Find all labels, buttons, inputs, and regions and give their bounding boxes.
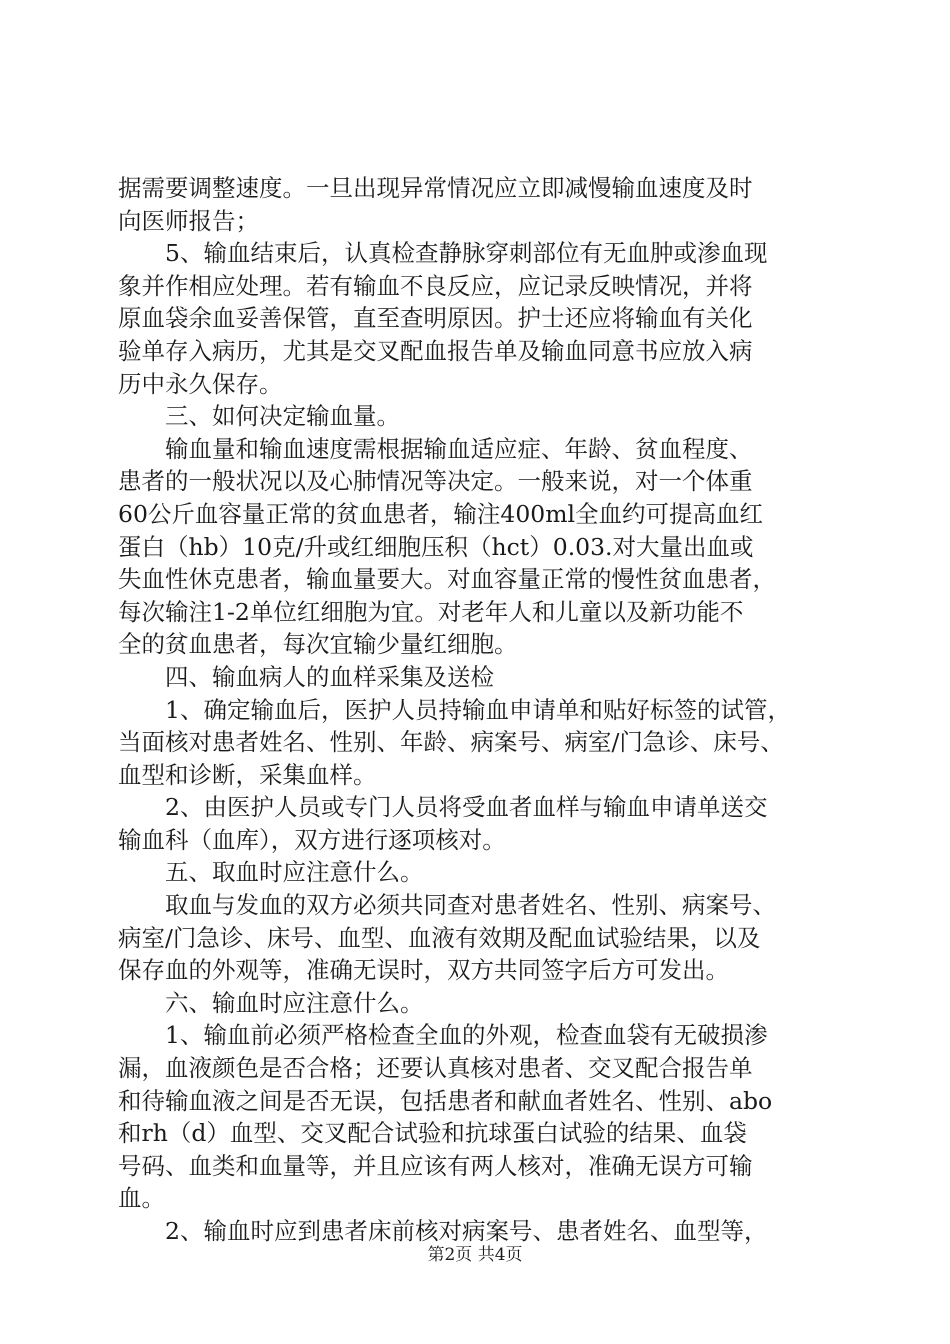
text-line: 据需要调整速度。一旦出现异常情况应立即减慢输血速度及时 — [118, 174, 753, 202]
text-line: 历中永久保存。 — [118, 369, 283, 398]
section-heading: 五、取血时应注意什么。 — [165, 858, 424, 887]
text-line: 蛋白（hb）10克/升或红细胞压积（hct）0.03.对大量出血或 — [118, 532, 754, 561]
text-line: 号码、血类和血量等，并且应该有两人核对，准确无误方可输 — [118, 1151, 753, 1180]
text-line: 全的贫血患者，每次宜输少量红细胞。 — [118, 630, 518, 659]
text-line: 每次输注1-2单位红细胞为宜。对老年人和儿童以及新功能不 — [118, 597, 744, 626]
text-line: 5、输血结束后，认真检查静脉穿刺部位有无血肿或渗血现 — [165, 239, 768, 268]
section-heading: 四、输血病人的血样采集及送检 — [165, 662, 494, 691]
section-heading: 三、如何决定输血量。 — [165, 402, 400, 431]
text-line: 病室/门急诊、床号、血型、血液有效期及配血试验结果，以及 — [118, 923, 761, 952]
text-line: 当面核对患者姓名、性别、年龄、病案号、病室/门急诊、床号、 — [118, 728, 784, 757]
text-line: 向医师报告； — [118, 206, 259, 235]
section-heading: 六、输血时应注意什么。 — [165, 988, 424, 1017]
text-line: 血。 — [118, 1184, 165, 1213]
text-line: 输血科（血库），双方进行逐项核对。 — [118, 825, 506, 854]
page-number-footer: 第2页 共4页 — [427, 1245, 523, 1265]
text-line: 验单存入病历，尤其是交叉配血报告单及输血同意书应放入病 — [118, 336, 753, 365]
text-line: 患者的一般状况以及心肺情况等决定。一般来说，对一个体重 — [118, 467, 753, 496]
text-line: 血型和诊断，采集血样。 — [118, 760, 377, 789]
text-line: 象并作相应处理。若有输血不良反应，应记录反映情况，并将 — [118, 271, 753, 300]
body-text — [118, 172, 838, 1248]
text-line: 漏，血液颜色是否合格；还要认真核对患者、交叉配合报告单 — [118, 1054, 753, 1083]
text-line: 和rh（d）血型、交叉配合试验和抗球蛋白试验的结果、血袋 — [118, 1119, 747, 1148]
text-line: 60公斤血容量正常的贫血患者，输注400ml全血约可提高血红 — [118, 499, 764, 528]
text-line: 1、输血前必须严格检查全血的外观，检查血袋有无破损渗 — [165, 1021, 768, 1050]
text-line: 失血性休克患者，输血量要大。对血容量正常的慢性贫血患者， — [118, 565, 776, 594]
text-line: 原血袋余血妥善保管，直至查明原因。护士还应将输血有关化 — [118, 304, 753, 333]
text-line: 2、输血时应到患者床前核对病案号、患者姓名、血型等， — [165, 1217, 768, 1245]
text-line: 取血与发血的双方必须共同查对患者姓名、性别、病案号、 — [165, 891, 776, 920]
text-line: 2、由医护人员或专门人员将受血者血样与输血申请单送交 — [165, 793, 768, 822]
text-line: 保存血的外观等，准确无误时，双方共同签字后方可发出。 — [118, 956, 729, 985]
text-line: 1、确定输血后，医护人员持输血申请单和贴好标签的试管， — [165, 695, 791, 724]
text-line: 和待输血液之间是否无误，包括患者和献血者姓名、性别、abo — [118, 1086, 773, 1115]
text-line: 输血量和输血速度需根据输血适应症、年龄、贫血程度、 — [165, 434, 753, 463]
